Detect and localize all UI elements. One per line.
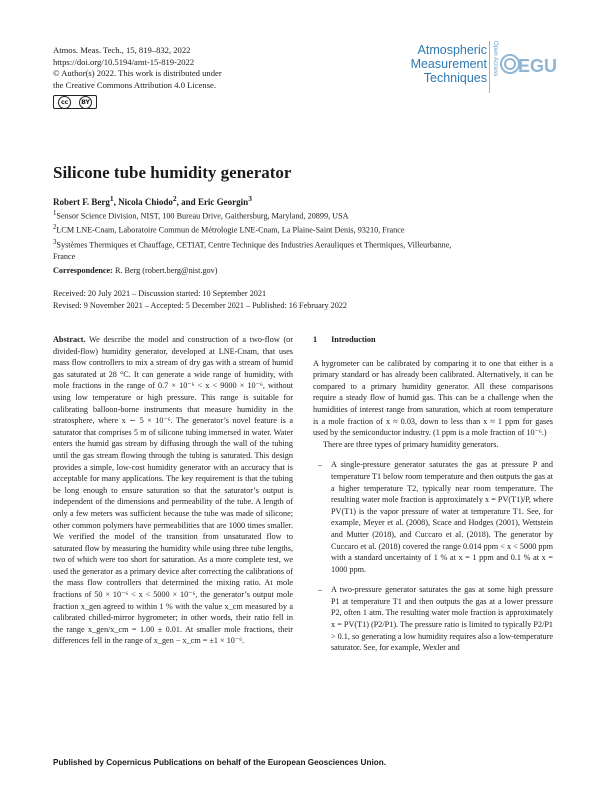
affiliation-sup: 2 bbox=[53, 224, 57, 232]
author-separator: , bbox=[113, 197, 119, 207]
generator-types-list bbox=[313, 459, 553, 654]
logo-divider bbox=[489, 41, 490, 93]
journal-name bbox=[411, 43, 487, 85]
section-title: Introduction bbox=[331, 335, 376, 344]
journal-name-line-2: Measurement bbox=[410, 57, 487, 71]
affiliation-item bbox=[53, 208, 473, 222]
journal-name-line-1: Atmospheric bbox=[417, 43, 487, 57]
citation-block bbox=[53, 45, 222, 91]
egu-logo-icon bbox=[500, 47, 558, 86]
dates-line-2: Revised: 9 November 2021 – Accepted: 5 December 2021 – Published: 16 February 2022 bbox=[53, 300, 348, 310]
author-list bbox=[53, 194, 252, 207]
egu-logo-text: EGU bbox=[518, 56, 558, 76]
introduction-column bbox=[313, 334, 553, 654]
copyright-line-2: the Creative Commons Attribution 4.0 License. bbox=[53, 79, 217, 90]
affiliation-text: Sensor Science Division, NIST, 100 Bureau Drive, Gaithersburg, Maryland, 20899, USA bbox=[56, 211, 349, 221]
correspondence-text[interactable]: R. Berg (robert.berg@nist.gov) bbox=[112, 266, 218, 275]
intro-paragraph-1: A hygrometer can be calibrated by comparing it to one that either is a primary standard or has already been calibrated. Alternatively, it can be compared to a primary humidity generator. All these comparisons require a steady flow of humid gas. This can be a challenge when the humidities of interest range from saturation, which at room temperature is a mole fraction of x ≈ 0.03, down to less than x ≈ 1 ppm for gases used by the semiconductor industry. (1 ppm is a mole fraction of 10⁻⁶.) bbox=[313, 358, 553, 438]
author-sup: 3 bbox=[248, 194, 252, 203]
correspondence bbox=[53, 266, 217, 275]
cc-icon: cc bbox=[58, 96, 71, 109]
section-heading bbox=[313, 334, 553, 346]
doi-link[interactable]: https://doi.org/10.5194/amt-15-819-2022 bbox=[53, 56, 195, 67]
publisher-footer: Published by Copernicus Publications on behalf of the European Geosciences Union. bbox=[53, 758, 387, 767]
author-sup: 2 bbox=[172, 194, 177, 203]
cc-by-license-badge[interactable] bbox=[53, 95, 97, 109]
author-name: Eric Georgin bbox=[197, 197, 249, 207]
abstract-column bbox=[53, 334, 293, 647]
affiliation-item bbox=[53, 237, 473, 263]
author-name: Robert F. Berg bbox=[53, 197, 110, 207]
intro-paragraph-2: There are three types of primary humidity generators. bbox=[323, 439, 499, 449]
abstract-label: Abstract. bbox=[53, 335, 86, 344]
affiliation-sup: 3 bbox=[53, 238, 57, 246]
author-separator: , and bbox=[176, 197, 198, 207]
dates-line-1: Received: 20 July 2021 – Discussion started: 10 September 2021 bbox=[53, 289, 267, 298]
correspondence-label: Correspondence: bbox=[53, 266, 113, 275]
copyright-line-1: © Author(s) 2022. This work is distributed under bbox=[53, 68, 222, 79]
list-item: – A two-pressure generator saturates the gas at some high pressure P1 at temperature T1 and then outputs the gas at a lower pressure P2, often 1 atm. The resulting water mole fraction is approximately x = PV(T1) (P2/P1). The pressure ratio is limited to typically P2/P1 > 0.1, so generating a low humidity requires also a low-temperature saturator. See, for example, Wexler and bbox=[313, 584, 553, 654]
author-name: Nicola Chiodo bbox=[118, 197, 173, 207]
affiliation-item bbox=[53, 222, 473, 236]
abstract-paragraph bbox=[53, 334, 293, 647]
journal-name-line-3: Techniques bbox=[423, 71, 487, 85]
by-icon: BY bbox=[79, 96, 92, 109]
affiliation-sup: 1 bbox=[53, 210, 57, 217]
affiliations bbox=[53, 208, 473, 263]
journal-citation: Atmos. Meas. Tech., 15, 819–832, 2022 bbox=[53, 45, 191, 55]
paper-title: Silicone tube humidity generator bbox=[53, 163, 292, 182]
affiliation-text: LCM LNE-Cnam, Laboratoire Commun de Métrologie LNE-Cnam, La Plaine-Saint Denis, 93210, France bbox=[56, 226, 405, 236]
list-item: – A single-pressure generator saturates the gas at pressure P and temperature T1 below room temperature and then outputs the gas at a higher temperature T2, typically near room temperature. The resulting water mole fraction is approximately x = PV(T1)/P, where PV(T1) is the vapor pressure of water at temperature T1. See, for example, Meyer et al. (2008), Scace and Hodges (2001), Wettstein and Mutter (2018), and Cuccaro et al. (2018). The generator by Cuccaro et al. (2018) covered the range 0.014 ppm < x < 5000 ppm with a standard uncertainty of 1 % at x = 1 ppm and 0.1 % at x = 1000 ppm. bbox=[313, 459, 553, 575]
section-number: 1 bbox=[313, 335, 318, 344]
affiliation-text: Systèmes Thermiques et Chauffage, CETIAT, Centre Technique des Industries Aerauliques et Thermiques, Villeurbanne, France bbox=[53, 240, 452, 261]
author-sup: 1 bbox=[109, 194, 114, 203]
open-access-label: Open Access bbox=[492, 41, 498, 77]
publication-dates bbox=[53, 288, 347, 311]
abstract-text: We describe the model and construction of a two-flow (or divided-flow) humidity generator, developed at LNE-Cnam, that uses mass flow controllers to mix a stream of dry gas with a stream of humid gas saturated at 28 °C. It can generate a wide range of humidity, with mole fractions in the range of 0.7 × 10⁻⁶ < x < 9000 × 10⁻⁶, without using low temperature or high pressure. This range is suitable for calibrating balloon-borne instruments that measure humidity in the stratosphere, where x ∼ 5 × 10⁻⁶. The generator’s novel feature is a saturator that comprises 5 m of silicone tubing immersed in water. Water enters the humid gas stream by diffusing through the wall of the tubing until the gas stream flowing through the tubing is saturated. This design provides a simple, low-cost humidity generator with an accuracy that is acceptable for many applications. The key requirement is that the tubing be long enough to ensure saturation so that the saturator’s output is independent of the dimensions and permeability of the tube. A length of only a few meters was sufficient because the tube was made of silicone; other common polymers have permeabilities that are 1000 times smaller. We verified the model of the transition from unsaturated flow to saturated flow by measuring the humidity while using three tube lengths, two of which were too short for saturation. As a more complete test, we used the generator as a primary device after correcting the calibrations of the mass flow controllers that determined the mixing ratio. At mole fractions of 50 × 10⁻⁶ < x < 5000 × 10⁻⁶, the generator’s output mole fraction x_gen agreed to within 1 % with the value x_cm measured by a calibrated chilled-mirror hygrometer; in other words, their ratio fell in the range x_gen/x_cm = 1.00 ± 0.01. At smaller mole fractions, their differences fell in the range of x_gen − x_cm = ±1 × 10⁻⁶. bbox=[53, 335, 293, 646]
